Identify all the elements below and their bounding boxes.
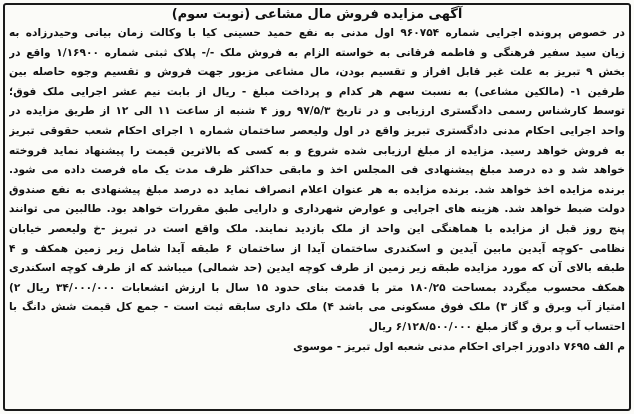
notice-line: طرفین ۱- (مالکین مشاعی) به نسبت سهم هر کدام و پرداخت مبلغ - ریال از بابت نیم عشر اجرایی ملک فوق؛ xyxy=(9,85,625,98)
notice-line: دولت ضبط خواهد شد. هزینه های اجرایی و عوارض شهرداری و دارایی طبق مقررات خواهد بود. طالبین می توانند xyxy=(9,203,625,216)
notice-line: احتساب آب و برق و گاز مبلغ ۶/۱۲۸/۵۰۰/۰۰۰ ریال xyxy=(368,320,625,333)
notice-title: آگهی مزایده فروش مال مشاعی (نوبت سوم) xyxy=(171,7,463,22)
notice-line: واحد اجرایی احکام مدنی دادگستری تبریز واقع در اول ولیعصر ساختمان شماره ۱ اجرای احکام شعب حقوقی تبریز xyxy=(9,124,625,137)
notice-line: پنج روز قبل از مزایده با هماهنگی این واحد از ملک بازدید نمایند. ملک واقع است در تبریز -خ ولیعصر خیابان xyxy=(9,222,625,235)
notice-line: امتیاز آب وبرق و گاز ۳) ملک فوق مسکونی می باشد ۴) ملک داری سابقه ثبت است - جمع کل قیمت شش دانگ با xyxy=(9,301,625,314)
notice-line: همکف محسوب میگردد بمساحت ۱۸۰/۲۵ متر با قدمت بنای حدود ۱۵ سال با ارزش انشعابات ۳۴/۰۰۰/۰۰۰ ریال ۲) xyxy=(9,281,625,294)
notice-line: نظامی -کوچه آیدین مابین آیدین و اسکندری ساختمان آیدا از ساختمان ۶ طبقه آیدا شامل زیر زمین همکف و ۴ xyxy=(9,242,625,255)
notice-line: در خصوص پرونده اجرایی شماره ۹۶۰۷۵۴ اول مدنی به نفع حمید حسینی کیا با وکالت زمان بیانی وحیدرزاده به xyxy=(9,27,625,39)
notice-line: برنده مزایده اخذ خواهد شد. برنده مزایده به هر عنوان اعلام انصراف نماید ده درصد مبلغ پیشنهادی به نفع صندوق xyxy=(9,183,625,196)
notice-line: زیان سید سفیر فرهنگی و فاطمه فرقانی به خواسته الزام به فروش ملک -/- پلاک ثبتی شماره ۱/۱۶۹۰۰ واقع در xyxy=(9,46,625,59)
notice-line: به فروش خواهد رسید. مزایده از مبلغ ارزیابی شده شروع و به کسی که بالاترین قیمت را پیشنهاد نماید فروخته xyxy=(9,144,625,157)
notice-body xyxy=(9,24,625,357)
notice-line: خواهد شد و ده درصد مبلغ پیشنهادی فی المجلس اخذ و مابقی حداکثر ظرف مدت یک ماه فرصت داده می شود. xyxy=(9,164,625,177)
notice-line: توسط کارشناس رسمی دادگستری ارزیابی و در تاریخ ۹۷/۵/۳ روز ۴ شنبه از ساعت ۱۱ الی ۱۲ از طریق مزایده در xyxy=(9,105,625,118)
notice-line: طبقه بالای آن که مورد مزایده طبقه زیر زمین از طرف کوچه ایدین (حد شمالی) میباشد که از طرف کوچه اسکندری xyxy=(9,262,625,275)
notice-line: بخش ۹ تبریز به علت غیر قابل افراز و تقسیم بودن، مال مشاعی مزبور جهت فروش و تقسیم وجوه حاصله بین xyxy=(9,66,625,79)
notice-signature: م الف ۷۶۹۵ دادورز اجرای احکام مدنی شعبه اول تبریز - موسوی xyxy=(293,340,625,353)
